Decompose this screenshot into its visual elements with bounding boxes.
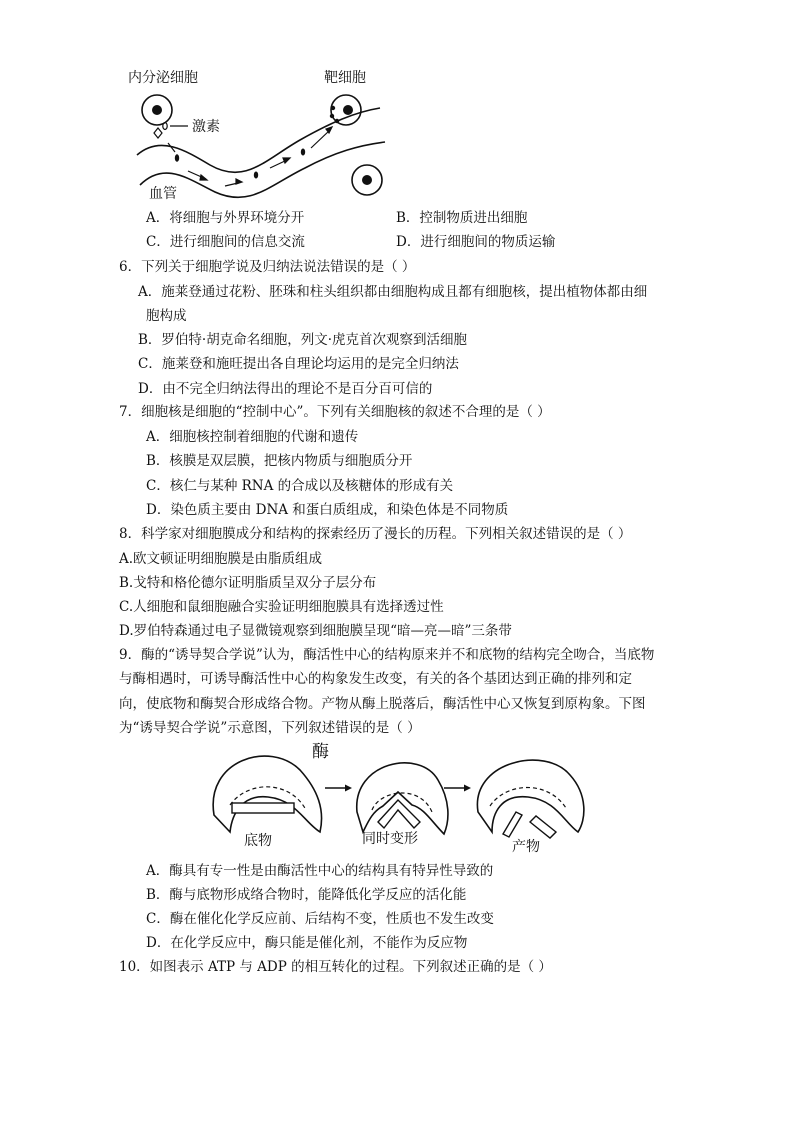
q6-option-d[interactable]: D．由不完全归纳法得出的理论不是百分百可信的 xyxy=(138,381,433,397)
q5-option-c[interactable]: C．进行细胞间的信息交流 xyxy=(146,234,305,250)
q6-option-c[interactable]: C．施莱登和施旺提出各自理论均运用的是完全归纳法 xyxy=(138,356,459,372)
enzyme-shape-2 xyxy=(357,763,448,834)
q9-option-a[interactable]: A．酶具有专一性是由酶活性中心的结构具有特异性导致的 xyxy=(146,863,494,879)
q6-option-a-cont: 胞构成 xyxy=(146,308,187,324)
product-piece-1 xyxy=(503,812,522,837)
q9-stem-line: 为“诱导契合学说”示意图，下列叙述错误的是（ ） xyxy=(119,720,421,736)
hormone-label: 激素 xyxy=(192,119,220,135)
q6-stem: 6．下列关于细胞学说及归纳法说法错误的是（ ） xyxy=(119,259,416,275)
q5-option-d[interactable]: D．进行细胞间的物质运输 xyxy=(396,234,556,250)
simultaneous-deformation-label: 同时变形 xyxy=(362,831,418,847)
vessel-label: 血管 xyxy=(149,186,177,202)
q9-option-c[interactable]: C．酶在催化化学反应前、后结构不变，性质也不发生改变 xyxy=(146,911,494,927)
enzyme-label: 酶 xyxy=(312,742,329,762)
q8-option-c[interactable]: C.人细胞和鼠细胞融合实验证明细胞膜具有选择透过性 xyxy=(119,599,444,615)
arrow-2-head xyxy=(464,785,471,792)
q7-option-b[interactable]: B．核膜是双层膜，把核内物质与细胞质分开 xyxy=(146,453,413,469)
enzyme-shape-1 xyxy=(213,756,321,832)
q7-option-d[interactable]: D．染色质主要由 DNA 和蛋白质组成，和染色体是不同物质 xyxy=(146,502,509,518)
endocrine-cell-label: 内分泌细胞 xyxy=(128,70,198,86)
q5-option-a[interactable]: A．将细胞与外界环境分开 xyxy=(146,210,305,226)
q7-option-c[interactable]: C．核仁与某种 RNA 的合成以及核糖体的形成有关 xyxy=(146,478,454,494)
q8-option-d[interactable]: D.罗伯特森通过电子显微镜观察到细胞膜呈现“暗—亮—暗”三条带 xyxy=(119,623,512,639)
arrow-1-head xyxy=(345,785,352,792)
target-cell-label: 靶细胞 xyxy=(324,70,366,86)
substrate-label: 底物 xyxy=(244,833,272,849)
q10-stem: 10．如图表示 ATP 与 ADP 的相互转化的过程。下列叙述正确的是（ ） xyxy=(119,959,552,975)
q6-option-b[interactable]: B．罗伯特·胡克命名细胞，列文·虎克首次观察到活细胞 xyxy=(138,332,468,348)
q9-stem-line: 向，使底物和酶契合形成络合物。产物从酶上脱落后，酶活性中心又恢复到原构象。下图 xyxy=(119,696,646,712)
q8-option-b[interactable]: B.戈特和格伦德尔证明脂质呈双分子层分布 xyxy=(119,575,377,591)
q8-option-a[interactable]: A.欧文顿证明细胞膜是由脂质组成 xyxy=(119,551,323,567)
substrate-bar xyxy=(232,803,294,813)
q9-option-d[interactable]: D．在化学反应中，酶只能是催化剂，不能作为反应物 xyxy=(146,935,468,951)
q5-option-b[interactable]: B．控制物质进出细胞 xyxy=(396,210,528,226)
q7-option-a[interactable]: A．细胞核控制着细胞的代谢和遗传 xyxy=(146,429,359,445)
q9-option-b[interactable]: B．酶与底物形成络合物时，能降低化学反应的活化能 xyxy=(146,887,467,903)
q6-option-a[interactable]: A．施莱登通过花粉、胚珠和柱头组织都由细胞构成且都有细胞核，提出植物体都由细 xyxy=(138,284,648,300)
q8-stem: 8．科学家对细胞膜成分和结构的探索经历了漫长的历程。下列相关叙述错误的是（ ） xyxy=(119,526,632,542)
q7-stem: 7．细胞核是细胞的“控制中心”。下列有关细胞核的叙述不合理的是（ ） xyxy=(119,404,551,420)
q9-stem-line: 与酶相遇时，可诱导酶活性中心的构象发生改变，有关的各个基团达到正确的排列和定 xyxy=(119,671,632,687)
product-label: 产物 xyxy=(512,839,540,855)
product-piece-2 xyxy=(530,816,556,838)
q9-stem-line: 9．酶的“诱导契合学说”认为，酶活性中心的结构原来并不和底物的结构完全吻合，当底物 xyxy=(119,647,655,663)
